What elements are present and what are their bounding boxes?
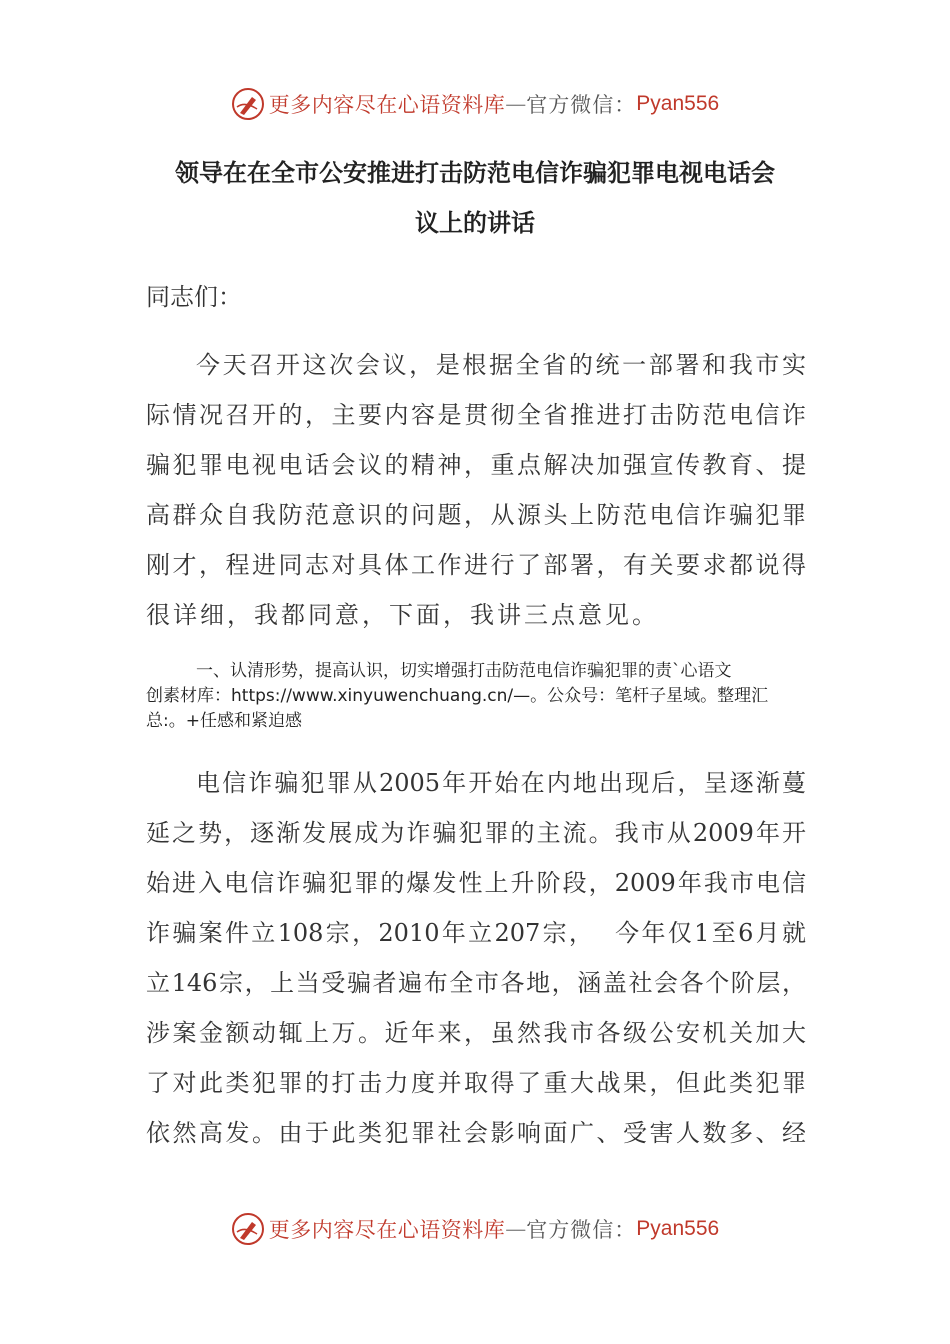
salutation: 同志们： — [146, 283, 242, 311]
para2-line: 了对此类犯罪的打击力度并取得了重大战果，但此类犯罪 — [146, 1069, 806, 1097]
para1-line: 今天召开这次会议，是根据全省的统一部署和我市实 — [196, 351, 806, 379]
para2-line: 始进入电信诈骗犯罪的爆发性上升阶段，2009年我市电信 — [146, 869, 806, 897]
section-heading-line: 创素材库：https://www.xinyuwenchuang.cn/—。公众号：笔杆子星域。整理汇 — [146, 686, 769, 706]
pen-nib-circle-icon — [231, 87, 265, 121]
para2-line: 诈骗案件立108宗，2010年立207宗， 今年仅1至6月就 — [146, 919, 806, 947]
section-heading-line: 一、认清形势，提高认识，切实增强打击防范电信诈骗犯罪的责`心语文 — [196, 661, 732, 681]
para2-line: 依然高发。由于此类犯罪社会影响面广、受害人数多、经 — [146, 1119, 806, 1147]
section-heading-line: 总:。+任感和紧迫感 — [146, 711, 302, 731]
banner-wechat-id: Pyan556 — [636, 1217, 720, 1240]
banner-text: 更多内容尽在心语资料库 — [268, 93, 506, 117]
header-watermark-banner — [0, 82, 950, 126]
para2-line: 延之势，逐渐发展成为诈骗犯罪的主流。我市从2009年开 — [146, 819, 806, 847]
document-title-line-2: 议上的讲话 — [415, 209, 535, 237]
para1-line: 高群众自我防范意识的问题，从源头上防范电信诈骗犯罪 — [146, 501, 806, 529]
banner-text: 更多内容尽在心语资料库 — [268, 1218, 506, 1242]
banner-dash: — — [505, 1217, 527, 1241]
banner-wechat-label: 官方微信： — [526, 1218, 637, 1242]
document-title-line-1: 领导在在全市公安推进打击防范电信诈骗犯罪电视电话会 — [175, 159, 775, 187]
banner-dash: — — [505, 92, 527, 116]
para2-line: 立146宗，上当受骗者遍布全市各地，涵盖社会各个阶层， — [146, 969, 806, 997]
para1-line: 际情况召开的，主要内容是贯彻全省推进打击防范电信诈 — [146, 401, 806, 429]
para1-line: 刚才，程进同志对具体工作进行了部署，有关要求都说得 — [146, 551, 806, 579]
para2-line: 电信诈骗犯罪从2005年开始在内地出现后，呈逐渐蔓 — [196, 769, 806, 797]
para1-line: 很详细，我都同意，下面，我讲三点意见。 — [146, 601, 659, 629]
footer-watermark-banner — [0, 1207, 950, 1251]
para2-line: 涉案金额动辄上万。近年来，虽然我市各级公安机关加大 — [146, 1019, 806, 1047]
banner-wechat-label: 官方微信： — [526, 93, 637, 117]
pen-nib-circle-icon — [231, 1212, 265, 1246]
para1-line: 骗犯罪电视电话会议的精神，重点解决加强宣传教育、提 — [146, 451, 806, 479]
banner-wechat-id: Pyan556 — [636, 92, 720, 115]
